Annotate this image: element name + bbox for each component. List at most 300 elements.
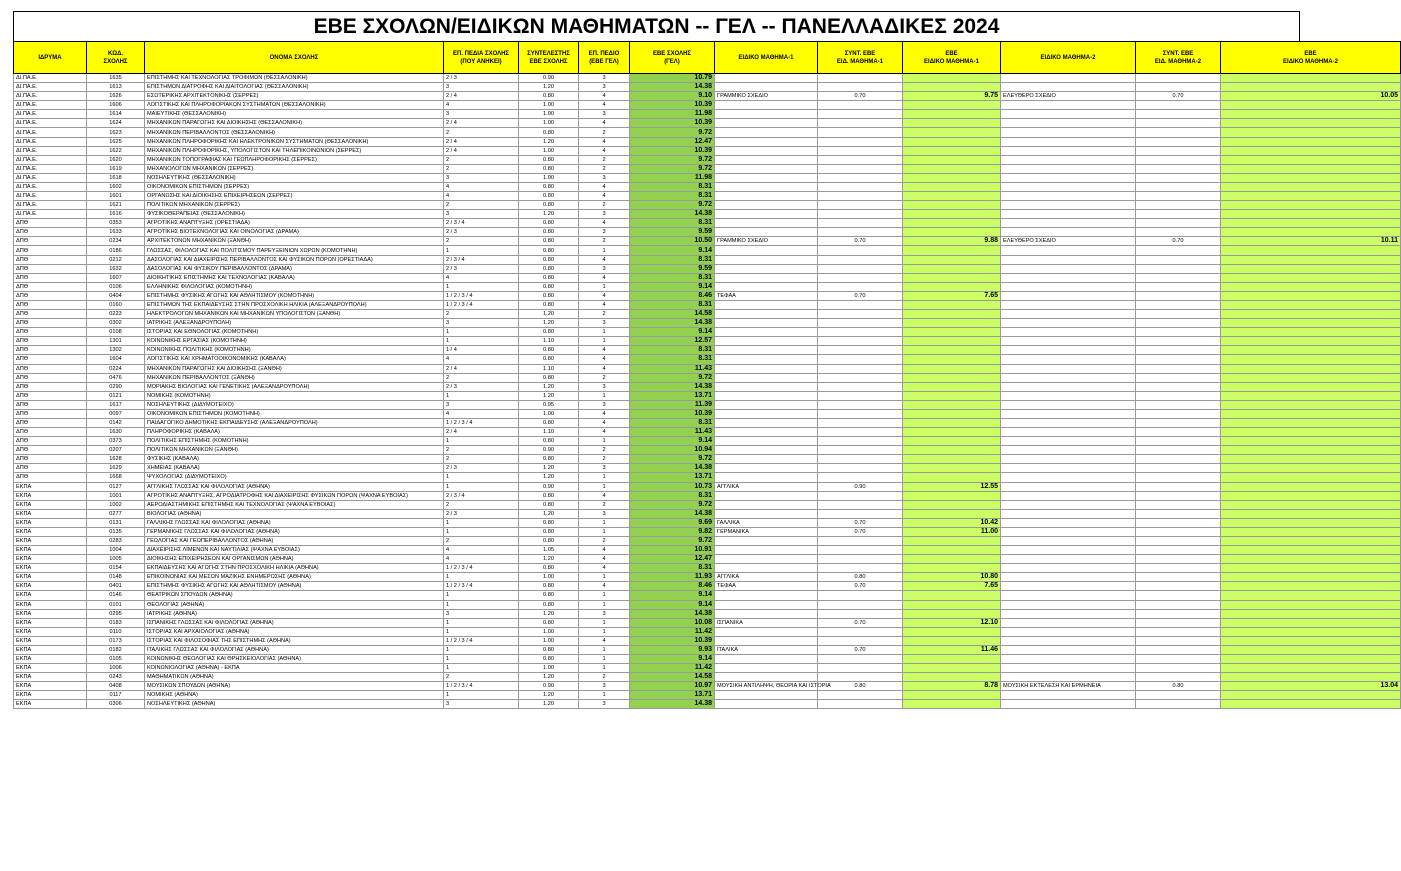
cell-institution[interactable]: ΕΚΠΑ: [14, 555, 87, 564]
cell-code[interactable]: 1629: [87, 464, 145, 473]
cell-code[interactable]: 0110: [87, 627, 145, 636]
cell-coef-special-2[interactable]: [1136, 582, 1221, 591]
cell-special-1[interactable]: [715, 164, 818, 173]
cell-special-2[interactable]: [1001, 609, 1136, 618]
col-header-institution[interactable]: ΙΔΡΥΜΑ: [14, 42, 87, 74]
cell-fields[interactable]: 1: [444, 328, 519, 337]
cell-ebe[interactable]: 10.79: [630, 74, 715, 83]
cell-school-name[interactable]: ΙΑΤΡΙΚΗΣ (ΑΘΗΝΑ): [145, 609, 444, 618]
cell-ebe-special-1[interactable]: 10.80: [903, 573, 1001, 582]
cell-coef-special-1[interactable]: [818, 137, 903, 146]
cell-coef-special-2[interactable]: [1136, 418, 1221, 427]
cell-ebe[interactable]: 14.58: [630, 673, 715, 682]
cell-coef-special-2[interactable]: [1136, 591, 1221, 600]
cell-field-ebe[interactable]: 2: [579, 673, 630, 682]
cell-ebe-special-1[interactable]: [903, 101, 1001, 110]
cell-code[interactable]: 0097: [87, 409, 145, 418]
cell-ebe[interactable]: 8.31: [630, 273, 715, 282]
cell-ebe[interactable]: 14.38: [630, 319, 715, 328]
cell-coef-special-2[interactable]: [1136, 173, 1221, 182]
cell-school-name[interactable]: ΔΑΣΟΛΟΓΙΑΣ ΚΑΙ ΦΥΣΙΚΟΥ ΠΕΡΙΒΑΛΛΟΝΤΟΣ (ΔΡΑΜΑ): [145, 264, 444, 273]
cell-coef-special-2[interactable]: [1136, 273, 1221, 282]
cell-field-ebe[interactable]: 1: [579, 573, 630, 582]
cell-code[interactable]: 1004: [87, 546, 145, 555]
cell-special-2[interactable]: [1001, 691, 1136, 700]
cell-special-1[interactable]: [715, 691, 818, 700]
cell-school-name[interactable]: ΓΕΩΛΟΓΙΑΣ ΚΑΙ ΓΕΩΠΕΡΙΒΑΛΛΟΝΤΟΣ (ΑΘΗΝΑ): [145, 536, 444, 545]
col-header-coefficient[interactable]: ΣΥΝΤΕΛΕΣΤΗΣ ΕΒΕ ΣΧΟΛΗΣ: [519, 42, 579, 74]
cell-school-name[interactable]: ΦΥΣΙΚΗΣ (ΚΑΒΑΛΑ): [145, 455, 444, 464]
cell-coef-special-2[interactable]: [1136, 337, 1221, 346]
cell-code[interactable]: 0173: [87, 636, 145, 645]
cell-coefficient[interactable]: 1.10: [519, 428, 579, 437]
cell-field-ebe[interactable]: 2: [579, 164, 630, 173]
cell-special-1[interactable]: [715, 491, 818, 500]
cell-institution[interactable]: ΕΚΠΑ: [14, 655, 87, 664]
cell-coef-special-2[interactable]: 0.70: [1136, 92, 1221, 101]
cell-school-name[interactable]: ΜΑΘΗΜΑΤΙΚΩΝ (ΑΘΗΝΑ): [145, 673, 444, 682]
cell-coef-special-1[interactable]: 0.90: [818, 482, 903, 491]
cell-ebe[interactable]: 11.93: [630, 573, 715, 582]
cell-ebe-special-2[interactable]: [1221, 228, 1401, 237]
cell-ebe-special-2[interactable]: [1221, 691, 1401, 700]
cell-coefficient[interactable]: 1.00: [519, 627, 579, 636]
cell-coefficient[interactable]: 0.80: [519, 455, 579, 464]
cell-ebe-special-2[interactable]: [1221, 110, 1401, 119]
cell-code[interactable]: 0283: [87, 536, 145, 545]
cell-fields[interactable]: 1: [444, 664, 519, 673]
cell-ebe-special-2[interactable]: [1221, 564, 1401, 573]
cell-school-name[interactable]: ΕΠΙΣΤΗΜΗΣ ΦΥΣΙΚΗΣ ΑΓΩΓΗΣ ΚΑΙ ΑΘΛΗΤΙΣΜΟΥ (ΚΟΜΟΤΗΝΗ): [145, 291, 444, 300]
cell-school-name[interactable]: ΑΓΡΟΤΙΚΗΣ ΑΝΑΠΤΥΞΗΣ, ΑΓΡΟΔΙΑΤΡΟΦΗΣ ΚΑΙ ΔΙΑΧΕΙΡΙΣΗΣ ΦΥΣΙΚΩΝ ΠΟΡΩΝ (ΨΑΧΝΑ ΕΥΒΟΙΑΣ): [145, 491, 444, 500]
cell-code[interactable]: 1302: [87, 346, 145, 355]
cell-fields[interactable]: 3: [444, 700, 519, 709]
cell-special-2[interactable]: [1001, 446, 1136, 455]
cell-code[interactable]: 0243: [87, 673, 145, 682]
cell-ebe-special-1[interactable]: [903, 491, 1001, 500]
cell-ebe[interactable]: 11.98: [630, 173, 715, 182]
cell-ebe[interactable]: 12.47: [630, 137, 715, 146]
cell-ebe-special-1[interactable]: [903, 591, 1001, 600]
cell-ebe-special-2[interactable]: [1221, 464, 1401, 473]
cell-fields[interactable]: 1 / 4: [444, 346, 519, 355]
cell-fields[interactable]: 4: [444, 355, 519, 364]
cell-ebe-special-1[interactable]: [903, 355, 1001, 364]
col-header-coef-special-1[interactable]: ΣΥΝΤ. ΕΒΕ ΕΙΔ. ΜΑΘΗΜΑ-1: [818, 42, 903, 74]
cell-field-ebe[interactable]: 4: [579, 92, 630, 101]
cell-coef-special-2[interactable]: [1136, 518, 1221, 527]
cell-coefficient[interactable]: 0.80: [519, 518, 579, 527]
cell-special-1[interactable]: [715, 664, 818, 673]
cell-ebe[interactable]: 10.39: [630, 119, 715, 128]
cell-ebe[interactable]: 10.08: [630, 618, 715, 627]
cell-fields[interactable]: 1 / 2 / 3 / 4: [444, 418, 519, 427]
cell-field-ebe[interactable]: 3: [579, 264, 630, 273]
cell-code[interactable]: 0277: [87, 509, 145, 518]
cell-school-name[interactable]: ΙΑΤΡΙΚΗΣ (ΑΛΕΞΑΝΔΡΟΥΠΟΛΗ): [145, 319, 444, 328]
cell-institution[interactable]: ΔΠΘ: [14, 237, 87, 246]
cell-special-2[interactable]: [1001, 400, 1136, 409]
cell-ebe[interactable]: 8.31: [630, 255, 715, 264]
cell-ebe[interactable]: 13.71: [630, 473, 715, 482]
cell-ebe-special-2[interactable]: [1221, 446, 1401, 455]
cell-ebe[interactable]: 8.31: [630, 219, 715, 228]
cell-coef-special-2[interactable]: [1136, 382, 1221, 391]
cell-fields[interactable]: 1 / 2 / 3 / 4: [444, 291, 519, 300]
cell-field-ebe[interactable]: 4: [579, 300, 630, 309]
cell-field-ebe[interactable]: 3: [579, 110, 630, 119]
cell-institution[interactable]: ΔΙ.ΠΑ.Ε.: [14, 155, 87, 164]
cell-field-ebe[interactable]: 3: [579, 210, 630, 219]
cell-special-2[interactable]: [1001, 364, 1136, 373]
cell-ebe-special-2[interactable]: [1221, 182, 1401, 191]
cell-code[interactable]: 1625: [87, 137, 145, 146]
cell-ebe-special-2[interactable]: [1221, 164, 1401, 173]
cell-ebe[interactable]: 9.14: [630, 246, 715, 255]
cell-ebe-special-1[interactable]: 7.65: [903, 582, 1001, 591]
cell-ebe-special-2[interactable]: [1221, 418, 1401, 427]
cell-special-1[interactable]: [715, 264, 818, 273]
cell-code[interactable]: 1632: [87, 264, 145, 273]
cell-code[interactable]: 0105: [87, 655, 145, 664]
cell-special-1[interactable]: [715, 391, 818, 400]
cell-fields[interactable]: 2 / 4: [444, 146, 519, 155]
cell-special-1[interactable]: ΑΓΓΛΙΚΑ: [715, 573, 818, 582]
cell-institution[interactable]: ΔΙ.ΠΑ.Ε.: [14, 192, 87, 201]
cell-school-name[interactable]: ΜΗΧΑΝΙΚΩΝ ΠΛΗΡΟΦΟΡΙΚΗΣ ΚΑΙ ΗΛΕΚΤΡΟΝΙΚΩΝ ΣΥΣΤΗΜΑΤΩΝ (ΘΕΣΣΑΛΟΝΙΚΗ): [145, 137, 444, 146]
cell-ebe[interactable]: 8.46: [630, 582, 715, 591]
cell-field-ebe[interactable]: 1: [579, 391, 630, 400]
cell-fields[interactable]: 2 / 3: [444, 228, 519, 237]
cell-fields[interactable]: 3: [444, 400, 519, 409]
cell-ebe-special-2[interactable]: [1221, 428, 1401, 437]
cell-fields[interactable]: 1 / 2 / 3 / 4: [444, 300, 519, 309]
cell-coef-special-1[interactable]: [818, 210, 903, 219]
cell-special-2[interactable]: ΜΟΥΣΙΚΗ ΕΚΤΕΛΕΣΗ ΚΑΙ ΕΡΜΗΝΕΙΑ: [1001, 682, 1136, 691]
cell-coef-special-2[interactable]: [1136, 201, 1221, 210]
cell-fields[interactable]: 2 / 4: [444, 364, 519, 373]
cell-field-ebe[interactable]: 4: [579, 418, 630, 427]
cell-code[interactable]: 1621: [87, 201, 145, 210]
cell-ebe-special-1[interactable]: [903, 300, 1001, 309]
cell-special-1[interactable]: ΤΕΦΑΑ: [715, 582, 818, 591]
cell-ebe-special-1[interactable]: [903, 282, 1001, 291]
cell-field-ebe[interactable]: 4: [579, 101, 630, 110]
cell-coefficient[interactable]: 1.20: [519, 555, 579, 564]
cell-ebe[interactable]: 9.14: [630, 655, 715, 664]
cell-special-1[interactable]: [715, 110, 818, 119]
cell-coef-special-1[interactable]: 0.70: [818, 527, 903, 536]
cell-ebe[interactable]: 14.38: [630, 210, 715, 219]
cell-institution[interactable]: ΔΙ.ΠΑ.Ε.: [14, 119, 87, 128]
cell-ebe-special-1[interactable]: [903, 373, 1001, 382]
cell-ebe-special-2[interactable]: [1221, 618, 1401, 627]
cell-ebe-special-1[interactable]: [903, 509, 1001, 518]
cell-institution[interactable]: ΔΙ.ΠΑ.Ε.: [14, 164, 87, 173]
cell-ebe-special-2[interactable]: [1221, 137, 1401, 146]
cell-ebe-special-1[interactable]: [903, 182, 1001, 191]
cell-special-2[interactable]: [1001, 300, 1136, 309]
cell-institution[interactable]: ΕΚΠΑ: [14, 645, 87, 654]
cell-ebe-special-1[interactable]: [903, 119, 1001, 128]
cell-coef-special-1[interactable]: [818, 300, 903, 309]
cell-coef-special-2[interactable]: [1136, 700, 1221, 709]
cell-fields[interactable]: 1: [444, 437, 519, 446]
cell-coef-special-1[interactable]: [818, 564, 903, 573]
cell-coefficient[interactable]: 0.80: [519, 418, 579, 427]
cell-ebe[interactable]: 8.31: [630, 418, 715, 427]
cell-coefficient[interactable]: 0.80: [519, 618, 579, 627]
cell-coefficient[interactable]: 1.20: [519, 137, 579, 146]
cell-special-2[interactable]: [1001, 310, 1136, 319]
cell-ebe-special-1[interactable]: [903, 382, 1001, 391]
cell-fields[interactable]: 2: [444, 155, 519, 164]
cell-coefficient[interactable]: 0.80: [519, 246, 579, 255]
cell-institution[interactable]: ΔΙ.ΠΑ.Ε.: [14, 182, 87, 191]
col-header-fields[interactable]: ΕΠ. ΠΕΔΙΑ ΣΧΟΛΗΣ (ΠΟΥ ΑΝΗΚΕΙ): [444, 42, 519, 74]
cell-coef-special-1[interactable]: [818, 182, 903, 191]
cell-coefficient[interactable]: 1.20: [519, 473, 579, 482]
cell-coef-special-2[interactable]: [1136, 455, 1221, 464]
cell-fields[interactable]: 2 / 3: [444, 509, 519, 518]
cell-special-1[interactable]: [715, 310, 818, 319]
cell-code[interactable]: 0117: [87, 691, 145, 700]
cell-coefficient[interactable]: 0.80: [519, 536, 579, 545]
cell-institution[interactable]: ΕΚΠΑ: [14, 600, 87, 609]
cell-institution[interactable]: ΔΠΘ: [14, 391, 87, 400]
cell-ebe-special-2[interactable]: [1221, 119, 1401, 128]
cell-special-1[interactable]: [715, 328, 818, 337]
cell-school-name[interactable]: ΜΟΥΣΙΚΩΝ ΣΠΟΥΔΩΝ (ΑΘΗΝΑ): [145, 682, 444, 691]
cell-school-name[interactable]: ΕΚΠΑΙΔΕΥΣΗΣ ΚΑΙ ΑΓΩΓΗΣ ΣΤΗΝ ΠΡΟΣΧΟΛΙΚΗ ΗΛΙΚΙΑ (ΑΘΗΝΑ): [145, 564, 444, 573]
cell-ebe[interactable]: 12.57: [630, 337, 715, 346]
cell-field-ebe[interactable]: 1: [579, 618, 630, 627]
cell-ebe-special-2[interactable]: [1221, 300, 1401, 309]
cell-coef-special-1[interactable]: [818, 455, 903, 464]
cell-coef-special-2[interactable]: [1136, 609, 1221, 618]
cell-code[interactable]: 1614: [87, 110, 145, 119]
cell-coefficient[interactable]: 1.00: [519, 101, 579, 110]
cell-school-name[interactable]: ΘΕΑΤΡΙΚΩΝ ΣΠΟΥΔΩΝ (ΑΘΗΝΑ): [145, 591, 444, 600]
cell-fields[interactable]: 2: [444, 446, 519, 455]
cell-coef-special-2[interactable]: [1136, 627, 1221, 636]
cell-code[interactable]: 0207: [87, 446, 145, 455]
cell-coef-special-2[interactable]: [1136, 228, 1221, 237]
cell-coef-special-2[interactable]: [1136, 645, 1221, 654]
cell-coef-special-1[interactable]: [818, 364, 903, 373]
cell-institution[interactable]: ΕΚΠΑ: [14, 700, 87, 709]
cell-coef-special-2[interactable]: [1136, 527, 1221, 536]
cell-special-1[interactable]: [715, 409, 818, 418]
cell-coef-special-2[interactable]: [1136, 664, 1221, 673]
cell-coef-special-1[interactable]: [818, 264, 903, 273]
col-header-special-2[interactable]: ΕΙΔΙΚΟ ΜΑΘΗΜΑ-2: [1001, 42, 1136, 74]
cell-field-ebe[interactable]: 2: [579, 155, 630, 164]
cell-code[interactable]: 1601: [87, 192, 145, 201]
cell-special-1[interactable]: [715, 364, 818, 373]
cell-coefficient[interactable]: 1.00: [519, 409, 579, 418]
cell-field-ebe[interactable]: 1: [579, 437, 630, 446]
cell-ebe[interactable]: 10.39: [630, 409, 715, 418]
cell-institution[interactable]: ΔΙ.ΠΑ.Ε.: [14, 173, 87, 182]
cell-coef-special-2[interactable]: [1136, 428, 1221, 437]
cell-fields[interactable]: 2 / 4: [444, 119, 519, 128]
cell-code[interactable]: 0131: [87, 518, 145, 527]
cell-ebe-special-2[interactable]: [1221, 609, 1401, 618]
cell-coefficient[interactable]: 1.00: [519, 573, 579, 582]
cell-fields[interactable]: 2 / 4: [444, 137, 519, 146]
cell-field-ebe[interactable]: 4: [579, 291, 630, 300]
cell-special-1[interactable]: ΙΤΑΛΙΚΑ: [715, 645, 818, 654]
cell-code[interactable]: 0408: [87, 682, 145, 691]
cell-ebe-special-2[interactable]: [1221, 555, 1401, 564]
cell-special-1[interactable]: [715, 418, 818, 427]
cell-special-2[interactable]: [1001, 382, 1136, 391]
cell-ebe-special-2[interactable]: [1221, 264, 1401, 273]
cell-coefficient[interactable]: 0.80: [519, 192, 579, 201]
cell-ebe-special-2[interactable]: [1221, 155, 1401, 164]
cell-fields[interactable]: 1: [444, 573, 519, 582]
cell-ebe-special-2[interactable]: [1221, 291, 1401, 300]
cell-ebe-special-2[interactable]: [1221, 282, 1401, 291]
col-header-code[interactable]: ΚΩΔ. ΣΧΟΛΗΣ: [87, 42, 145, 74]
cell-coef-special-2[interactable]: [1136, 128, 1221, 137]
cell-ebe-special-2[interactable]: [1221, 83, 1401, 92]
cell-school-name[interactable]: ΕΣΩΤΕΡΙΚΗΣ ΑΡΧΙΤΕΚΤΟΝΙΚΗΣ (ΣΕΡΡΕΣ): [145, 92, 444, 101]
cell-fields[interactable]: 3: [444, 210, 519, 219]
cell-code[interactable]: 1630: [87, 428, 145, 437]
cell-institution[interactable]: ΔΠΘ: [14, 464, 87, 473]
cell-coefficient[interactable]: 0.90: [519, 446, 579, 455]
cell-special-1[interactable]: [715, 137, 818, 146]
cell-school-name[interactable]: ΠΟΛΙΤΙΚΗΣ ΕΠΙΣΤΗΜΗΣ (ΚΟΜΟΤΗΝΗ): [145, 437, 444, 446]
cell-coef-special-1[interactable]: 0.70: [818, 237, 903, 246]
cell-ebe[interactable]: 11.43: [630, 364, 715, 373]
cell-ebe[interactable]: 9.59: [630, 228, 715, 237]
cell-institution[interactable]: ΔΠΘ: [14, 455, 87, 464]
cell-code[interactable]: 0101: [87, 600, 145, 609]
cell-special-2[interactable]: [1001, 700, 1136, 709]
cell-field-ebe[interactable]: 4: [579, 192, 630, 201]
cell-ebe[interactable]: 13.71: [630, 391, 715, 400]
cell-coefficient[interactable]: 1.00: [519, 146, 579, 155]
cell-coef-special-1[interactable]: [818, 491, 903, 500]
cell-special-2[interactable]: [1001, 101, 1136, 110]
cell-ebe[interactable]: 9.69: [630, 518, 715, 527]
cell-fields[interactable]: 1: [444, 645, 519, 654]
cell-fields[interactable]: 1 / 2 / 3 / 4: [444, 636, 519, 645]
cell-school-name[interactable]: ΝΟΜΙΚΗΣ (ΚΟΜΟΤΗΝΗ): [145, 391, 444, 400]
cell-ebe-special-1[interactable]: [903, 146, 1001, 155]
cell-fields[interactable]: 2: [444, 673, 519, 682]
cell-coef-special-1[interactable]: [818, 636, 903, 645]
cell-special-1[interactable]: ΑΓΓΛΙΚΑ: [715, 482, 818, 491]
cell-special-2[interactable]: [1001, 155, 1136, 164]
cell-ebe-special-1[interactable]: [903, 409, 1001, 418]
cell-coef-special-1[interactable]: [818, 627, 903, 636]
cell-coef-special-1[interactable]: [818, 509, 903, 518]
cell-ebe[interactable]: 8.31: [630, 491, 715, 500]
cell-ebe[interactable]: 10.97: [630, 682, 715, 691]
cell-ebe-special-2[interactable]: [1221, 527, 1401, 536]
cell-field-ebe[interactable]: 2: [579, 237, 630, 246]
cell-fields[interactable]: 1: [444, 246, 519, 255]
cell-special-2[interactable]: [1001, 546, 1136, 555]
cell-school-name[interactable]: ΙΣΤΟΡΙΑΣ ΚΑΙ ΕΘΝΟΛΟΓΙΑΣ (ΚΟΜΟΤΗΝΗ): [145, 328, 444, 337]
cell-ebe-special-2[interactable]: 13.04: [1221, 682, 1401, 691]
cell-fields[interactable]: 3: [444, 609, 519, 618]
cell-field-ebe[interactable]: 2: [579, 536, 630, 545]
cell-special-1[interactable]: [715, 609, 818, 618]
cell-special-2[interactable]: [1001, 591, 1136, 600]
cell-special-1[interactable]: [715, 509, 818, 518]
cell-field-ebe[interactable]: 4: [579, 355, 630, 364]
cell-institution[interactable]: ΔΙ.ΠΑ.Ε.: [14, 210, 87, 219]
cell-code[interactable]: 0306: [87, 700, 145, 709]
cell-field-ebe[interactable]: 2: [579, 128, 630, 137]
cell-school-name[interactable]: ΕΠΙΚΟΙΝΩΝΙΑΣ ΚΑΙ ΜΕΣΩΝ ΜΑΖΙΚΗΣ ΕΝΗΜΕΡΩΣΗΣ (ΑΘΗΝΑ): [145, 573, 444, 582]
cell-ebe-special-1[interactable]: [903, 128, 1001, 137]
cell-fields[interactable]: 4: [444, 555, 519, 564]
cell-institution[interactable]: ΔΠΘ: [14, 373, 87, 382]
cell-code[interactable]: 1613: [87, 83, 145, 92]
cell-ebe-special-2[interactable]: [1221, 146, 1401, 155]
cell-ebe-special-2[interactable]: [1221, 491, 1401, 500]
cell-special-1[interactable]: ΜΟΥΣΙΚΗ ΑΝΤΙΛΗΨΗ, ΘΕΩΡΙΑ ΚΑΙ ΙΣΤΟΡΙΑ: [715, 682, 818, 691]
cell-coef-special-1[interactable]: [818, 319, 903, 328]
cell-coef-special-1[interactable]: 0.80: [818, 682, 903, 691]
cell-ebe[interactable]: 14.58: [630, 310, 715, 319]
cell-ebe-special-2[interactable]: [1221, 346, 1401, 355]
cell-ebe-special-1[interactable]: [903, 328, 1001, 337]
cell-ebe-special-1[interactable]: [903, 201, 1001, 210]
cell-ebe[interactable]: 10.39: [630, 636, 715, 645]
col-header-ebe-special-1[interactable]: ΕΒΕ ΕΙΔΙΚΟ ΜΑΘΗΜΑ-1: [903, 42, 1001, 74]
cell-school-name[interactable]: ΕΛΛΗΝΙΚΗΣ ΦΙΛΟΛΟΓΙΑΣ (ΚΟΜΟΤΗΝΗ): [145, 282, 444, 291]
cell-field-ebe[interactable]: 1: [579, 691, 630, 700]
cell-ebe-special-2[interactable]: [1221, 437, 1401, 446]
cell-ebe-special-1[interactable]: [903, 255, 1001, 264]
cell-special-1[interactable]: [715, 146, 818, 155]
cell-coefficient[interactable]: 1.20: [519, 673, 579, 682]
cell-fields[interactable]: 1: [444, 691, 519, 700]
cell-ebe[interactable]: 14.38: [630, 83, 715, 92]
cell-field-ebe[interactable]: 4: [579, 346, 630, 355]
cell-coefficient[interactable]: 0.90: [519, 74, 579, 83]
cell-coef-special-1[interactable]: [818, 382, 903, 391]
cell-coefficient[interactable]: 1.05: [519, 546, 579, 555]
cell-coefficient[interactable]: 0.80: [519, 92, 579, 101]
cell-code[interactable]: 1624: [87, 119, 145, 128]
cell-special-1[interactable]: [715, 128, 818, 137]
cell-school-name[interactable]: ΚΟΙΝΩΝΙΚΗΣ ΘΕΟΛΟΓΙΑΣ ΚΑΙ ΘΡΗΣΚΕΙΟΛΟΓΙΑΣ (ΑΘΗΝΑ): [145, 655, 444, 664]
cell-ebe-special-2[interactable]: [1221, 518, 1401, 527]
cell-coefficient[interactable]: 0.80: [519, 582, 579, 591]
cell-field-ebe[interactable]: 1: [579, 473, 630, 482]
cell-school-name[interactable]: ΔΙΟΙΚΗΤΙΚΗΣ ΕΠΙΣΤΗΜΗΣ ΚΑΙ ΤΕΧΝΟΛΟΓΙΑΣ (ΚΑΒΑΛΑ): [145, 273, 444, 282]
cell-code[interactable]: 1626: [87, 92, 145, 101]
cell-ebe-special-2[interactable]: [1221, 636, 1401, 645]
cell-school-name[interactable]: ΕΠΙΣΤΗΜΗΣ ΦΥΣΙΚΗΣ ΑΓΩΓΗΣ ΚΑΙ ΑΘΛΗΤΙΣΜΟΥ (ΑΘΗΝΑ): [145, 582, 444, 591]
cell-special-1[interactable]: [715, 555, 818, 564]
cell-institution[interactable]: ΔΠΘ: [14, 328, 87, 337]
cell-coefficient[interactable]: 1.20: [519, 310, 579, 319]
cell-ebe-special-2[interactable]: [1221, 582, 1401, 591]
cell-special-1[interactable]: [715, 700, 818, 709]
cell-ebe-special-1[interactable]: [903, 83, 1001, 92]
cell-school-name[interactable]: ΑΕΡΟΔΙΑΣΤΗΜΙΚΗΣ ΕΠΙΣΤΗΜΗΣ ΚΑΙ ΤΕΧΝΟΛΟΓΙΑΣ (ΨΑΧΝΑ ΕΥΒΟΙΑΣ): [145, 500, 444, 509]
cell-ebe-special-1[interactable]: 11.46: [903, 645, 1001, 654]
